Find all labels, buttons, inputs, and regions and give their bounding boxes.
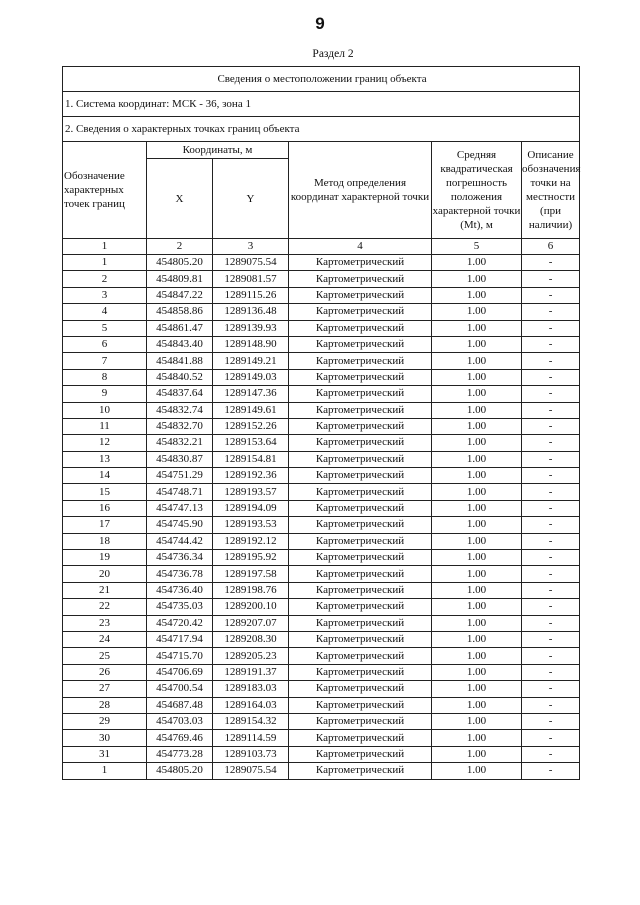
error-cell: 1.00 (432, 631, 522, 647)
error-cell: 1.00 (432, 566, 522, 582)
table-row (63, 402, 580, 418)
table-row (63, 484, 580, 500)
column-number: 4 (289, 239, 432, 255)
coord-x-cell: 454805.20 (147, 763, 213, 779)
point-number-cell: 23 (63, 615, 147, 631)
points-heading-row: 2. Сведения о характерных точках границ объекта (63, 117, 580, 142)
coord-x-cell: 454809.81 (147, 271, 213, 287)
method-cell: Картометрический (289, 631, 432, 647)
point-number-cell: 2 (63, 271, 147, 287)
point-number-cell: 24 (63, 631, 147, 647)
coord-x-cell: 454837.64 (147, 386, 213, 402)
table-row (63, 451, 580, 467)
error-cell: 1.00 (432, 386, 522, 402)
coord-y-cell: 1289154.81 (213, 451, 289, 467)
coord-y-cell: 1289195.92 (213, 550, 289, 566)
point-number-cell: 11 (63, 418, 147, 434)
coord-x-cell: 454736.78 (147, 566, 213, 582)
table-row (63, 713, 580, 729)
table-row (63, 664, 580, 680)
description-cell: - (522, 336, 580, 352)
coord-x-cell: 454717.94 (147, 631, 213, 647)
error-cell: 1.00 (432, 336, 522, 352)
coord-x-cell: 454736.40 (147, 582, 213, 598)
column-number: 1 (63, 239, 147, 255)
coord-x-cell: 454841.88 (147, 353, 213, 369)
coord-x-cell: 454805.20 (147, 255, 213, 271)
coord-x-cell: 454736.34 (147, 550, 213, 566)
table-row (63, 746, 580, 762)
error-cell: 1.00 (432, 304, 522, 320)
method-cell: Картометрический (289, 435, 432, 451)
table-row (63, 386, 580, 402)
header-point: Обозначение характерных точек границ (63, 142, 147, 239)
coord-x-cell: 454720.42 (147, 615, 213, 631)
description-cell: - (522, 451, 580, 467)
header-coords: Координаты, м (147, 142, 289, 159)
coord-y-cell: 1289198.76 (213, 582, 289, 598)
error-cell: 1.00 (432, 320, 522, 336)
coord-y-cell: 1289149.61 (213, 402, 289, 418)
description-cell: - (522, 517, 580, 533)
method-cell: Картометрический (289, 484, 432, 500)
error-cell: 1.00 (432, 484, 522, 500)
error-cell: 1.00 (432, 402, 522, 418)
coord-x-cell: 454735.03 (147, 599, 213, 615)
point-number-cell: 20 (63, 566, 147, 582)
coord-x-cell: 454843.40 (147, 336, 213, 352)
method-cell: Картометрический (289, 550, 432, 566)
coord-x-cell: 454715.70 (147, 648, 213, 664)
coord-y-cell: 1289193.53 (213, 517, 289, 533)
error-cell: 1.00 (432, 582, 522, 598)
table-row (63, 287, 580, 303)
coord-x-cell: 454858.86 (147, 304, 213, 320)
description-cell: - (522, 255, 580, 271)
coord-y-cell: 1289114.59 (213, 730, 289, 746)
table-row (63, 697, 580, 713)
coord-x-cell: 454700.54 (147, 681, 213, 697)
error-cell: 1.00 (432, 713, 522, 729)
table-row (63, 681, 580, 697)
table-row (63, 566, 580, 582)
point-number-cell: 17 (63, 517, 147, 533)
table-row (63, 304, 580, 320)
coord-y-cell: 1289154.32 (213, 713, 289, 729)
method-cell: Картометрический (289, 451, 432, 467)
error-cell: 1.00 (432, 468, 522, 484)
description-cell: - (522, 582, 580, 598)
point-number-cell: 13 (63, 451, 147, 467)
error-cell: 1.00 (432, 533, 522, 549)
coord-x-cell: 454773.28 (147, 746, 213, 762)
coord-y-cell: 1289115.26 (213, 287, 289, 303)
coord-x-cell: 454751.29 (147, 468, 213, 484)
description-cell: - (522, 763, 580, 779)
table-row (63, 271, 580, 287)
description-cell: - (522, 730, 580, 746)
description-cell: - (522, 418, 580, 434)
table-row (63, 615, 580, 631)
point-number-cell: 14 (63, 468, 147, 484)
coord-y-cell: 1289191.37 (213, 664, 289, 680)
table-row (63, 550, 580, 566)
coord-y-cell: 1289103.73 (213, 746, 289, 762)
table-row (63, 599, 580, 615)
section-label: Раздел 2 (312, 48, 354, 60)
error-cell: 1.00 (432, 500, 522, 516)
description-cell: - (522, 386, 580, 402)
error-cell: 1.00 (432, 369, 522, 385)
coord-x-cell: 454745.90 (147, 517, 213, 533)
page-number: 9 (315, 14, 325, 33)
method-cell: Картометрический (289, 369, 432, 385)
description-cell: - (522, 697, 580, 713)
table-row (63, 320, 580, 336)
coord-x-cell: 454847.22 (147, 287, 213, 303)
coord-x-cell: 454706.69 (147, 664, 213, 680)
method-cell: Картометрический (289, 697, 432, 713)
description-cell: - (522, 287, 580, 303)
coord-x-cell: 454703.03 (147, 713, 213, 729)
error-cell: 1.00 (432, 648, 522, 664)
point-number-cell: 3 (63, 287, 147, 303)
point-number-cell: 4 (63, 304, 147, 320)
description-cell: - (522, 402, 580, 418)
coord-y-cell: 1289153.64 (213, 435, 289, 451)
method-cell: Картометрический (289, 353, 432, 369)
method-cell: Картометрический (289, 730, 432, 746)
point-number-cell: 29 (63, 713, 147, 729)
coord-y-cell: 1289148.90 (213, 336, 289, 352)
coord-x-cell: 454687.48 (147, 697, 213, 713)
error-cell: 1.00 (432, 664, 522, 680)
coord-y-cell: 1289205.23 (213, 648, 289, 664)
coord-system-row: 1. Система координат: МСК - 36, зона 1 (63, 92, 580, 117)
table-title: Сведения о местоположении границ объекта (63, 67, 580, 92)
description-cell: - (522, 435, 580, 451)
method-cell: Картометрический (289, 386, 432, 402)
point-number-cell: 9 (63, 386, 147, 402)
table-row (63, 582, 580, 598)
description-cell: - (522, 271, 580, 287)
header-method: Метод определения координат характерной точки (289, 142, 432, 239)
coord-y-cell: 1289152.26 (213, 418, 289, 434)
coord-x-cell: 454832.70 (147, 418, 213, 434)
coord-x-cell: 454747.13 (147, 500, 213, 516)
coord-y-cell: 1289207.07 (213, 615, 289, 631)
point-number-cell: 5 (63, 320, 147, 336)
header-description: Описание обозначения точки на местности (при наличии) (522, 142, 580, 239)
error-cell: 1.00 (432, 418, 522, 434)
method-cell: Картометрический (289, 713, 432, 729)
description-cell: - (522, 304, 580, 320)
point-number-cell: 15 (63, 484, 147, 500)
description-cell: - (522, 599, 580, 615)
point-number-cell: 7 (63, 353, 147, 369)
coord-y-cell: 1289183.03 (213, 681, 289, 697)
point-number-cell: 8 (63, 369, 147, 385)
coord-x-cell: 454748.71 (147, 484, 213, 500)
point-number-cell: 18 (63, 533, 147, 549)
description-cell: - (522, 681, 580, 697)
description-cell: - (522, 500, 580, 516)
coord-x-cell: 454744.42 (147, 533, 213, 549)
method-cell: Картометрический (289, 271, 432, 287)
method-cell: Картометрический (289, 304, 432, 320)
table-row (63, 517, 580, 533)
method-cell: Картометрический (289, 599, 432, 615)
method-cell: Картометрический (289, 582, 432, 598)
table-body (63, 255, 580, 780)
column-number: 3 (213, 239, 289, 255)
error-cell: 1.00 (432, 681, 522, 697)
point-number-cell: 22 (63, 599, 147, 615)
method-cell: Картометрический (289, 418, 432, 434)
point-number-cell: 25 (63, 648, 147, 664)
error-cell: 1.00 (432, 353, 522, 369)
method-cell: Картометрический (289, 681, 432, 697)
method-cell: Картометрический (289, 648, 432, 664)
coord-y-cell: 1289192.12 (213, 533, 289, 549)
point-number-cell: 30 (63, 730, 147, 746)
description-cell: - (522, 353, 580, 369)
method-cell: Картометрический (289, 336, 432, 352)
method-cell: Картометрический (289, 664, 432, 680)
table-row (63, 763, 580, 779)
coord-y-cell: 1289200.10 (213, 599, 289, 615)
error-cell: 1.00 (432, 746, 522, 762)
coord-x-cell: 454830.87 (147, 451, 213, 467)
column-number: 2 (147, 239, 213, 255)
coord-y-cell: 1289197.58 (213, 566, 289, 582)
table-row (63, 418, 580, 434)
coord-y-cell: 1289208.30 (213, 631, 289, 647)
error-cell: 1.00 (432, 763, 522, 779)
coord-x-cell: 454832.21 (147, 435, 213, 451)
error-cell: 1.00 (432, 271, 522, 287)
coord-y-cell: 1289149.21 (213, 353, 289, 369)
coord-x-cell: 454840.52 (147, 369, 213, 385)
header-x: X (147, 159, 213, 239)
coord-y-cell: 1289075.54 (213, 255, 289, 271)
description-cell: - (522, 615, 580, 631)
method-cell: Картометрический (289, 763, 432, 779)
point-number-cell: 16 (63, 500, 147, 516)
coord-y-cell: 1289193.57 (213, 484, 289, 500)
method-cell: Картометрический (289, 500, 432, 516)
description-cell: - (522, 713, 580, 729)
description-cell: - (522, 320, 580, 336)
description-cell: - (522, 746, 580, 762)
point-number-cell: 21 (63, 582, 147, 598)
table-row (63, 369, 580, 385)
error-cell: 1.00 (432, 435, 522, 451)
description-cell: - (522, 484, 580, 500)
method-cell: Картометрический (289, 517, 432, 533)
point-number-cell: 31 (63, 746, 147, 762)
description-cell: - (522, 369, 580, 385)
error-cell: 1.00 (432, 287, 522, 303)
table-row (63, 500, 580, 516)
method-cell: Картометрический (289, 255, 432, 271)
column-number: 5 (432, 239, 522, 255)
point-number-cell: 1 (63, 763, 147, 779)
point-number-cell: 10 (63, 402, 147, 418)
point-number-cell: 12 (63, 435, 147, 451)
error-cell: 1.00 (432, 451, 522, 467)
coord-y-cell: 1289149.03 (213, 369, 289, 385)
table-row (63, 255, 580, 271)
method-cell: Картометрический (289, 615, 432, 631)
table-row (63, 730, 580, 746)
method-cell: Картометрический (289, 402, 432, 418)
header-y: Y (213, 159, 289, 239)
description-cell: - (522, 533, 580, 549)
error-cell: 1.00 (432, 730, 522, 746)
table-row (63, 336, 580, 352)
point-number-cell: 19 (63, 550, 147, 566)
table-row (63, 648, 580, 664)
description-cell: - (522, 664, 580, 680)
coord-y-cell: 1289081.57 (213, 271, 289, 287)
table-row (63, 468, 580, 484)
coord-y-cell: 1289139.93 (213, 320, 289, 336)
table-row (63, 435, 580, 451)
point-number-cell: 27 (63, 681, 147, 697)
error-cell: 1.00 (432, 599, 522, 615)
coord-y-cell: 1289164.03 (213, 697, 289, 713)
method-cell: Картометрический (289, 287, 432, 303)
coord-y-cell: 1289147.36 (213, 386, 289, 402)
point-number-cell: 26 (63, 664, 147, 680)
error-cell: 1.00 (432, 517, 522, 533)
table-row (63, 533, 580, 549)
error-cell: 1.00 (432, 615, 522, 631)
coord-y-cell: 1289194.09 (213, 500, 289, 516)
description-cell: - (522, 468, 580, 484)
error-cell: 1.00 (432, 255, 522, 271)
coord-y-cell: 1289136.48 (213, 304, 289, 320)
method-cell: Картометрический (289, 533, 432, 549)
description-cell: - (522, 631, 580, 647)
header-error: Средняя квадратическая погрешность положения характерной точки (Mt), м (432, 142, 522, 239)
boundary-points-table (62, 66, 580, 780)
method-cell: Картометрический (289, 746, 432, 762)
coord-x-cell: 454769.46 (147, 730, 213, 746)
method-cell: Картометрический (289, 566, 432, 582)
table-row (63, 631, 580, 647)
method-cell: Картометрический (289, 320, 432, 336)
description-cell: - (522, 566, 580, 582)
coord-x-cell: 454861.47 (147, 320, 213, 336)
point-number-cell: 28 (63, 697, 147, 713)
table-row (63, 353, 580, 369)
description-cell: - (522, 550, 580, 566)
coord-y-cell: 1289192.36 (213, 468, 289, 484)
description-cell: - (522, 648, 580, 664)
coord-y-cell: 1289075.54 (213, 763, 289, 779)
method-cell: Картометрический (289, 468, 432, 484)
column-number: 6 (522, 239, 580, 255)
point-number-cell: 6 (63, 336, 147, 352)
coord-x-cell: 454832.74 (147, 402, 213, 418)
error-cell: 1.00 (432, 697, 522, 713)
point-number-cell: 1 (63, 255, 147, 271)
error-cell: 1.00 (432, 550, 522, 566)
